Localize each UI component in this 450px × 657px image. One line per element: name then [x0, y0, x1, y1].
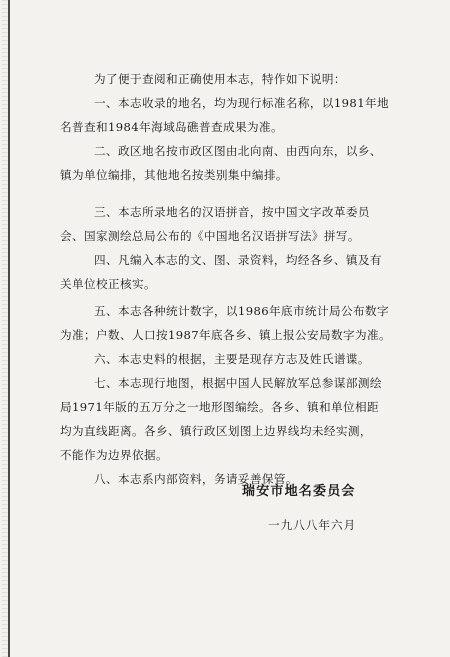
- item-1-line-1: 一、本志收录的地名，均为现行标准名称，以1981年地: [94, 96, 389, 110]
- item-8-line: 八、本志系内部资料，务请妥善保管。: [94, 472, 298, 486]
- item-5-line-2: 为准；户数、人口按1987年底各乡、镇上报公安局数字为准。: [60, 328, 391, 342]
- item-5-line-1: 五、本志各种统计数字，以1986年底市统计局公布数字: [94, 304, 389, 318]
- intro-line: 为了便于查阅和正确使用本志，特作如下说明：: [94, 72, 346, 86]
- item-3-line-1: 三、本志所录地名的汉语拼音，按中国文字改革委员: [94, 205, 370, 219]
- item-2-line-1: 二、政区地名按市政区图由北向南、由西向东，以乡、: [94, 144, 382, 158]
- signature-organization: 瑞安市地名委员会: [242, 484, 356, 499]
- item-6-line: 六、本志史料的根据，主要是现存方志及姓氏谱谍。: [94, 352, 370, 366]
- item-7-line-1: 七、本志现行地图，根据中国人民解放军总参谋部测绘: [94, 376, 382, 390]
- signature-date: 一九八八年六月: [268, 518, 357, 532]
- item-7-line-4: 不能作为边界依据。: [60, 448, 168, 462]
- item-7-line-2: 局1971年版的五万分之一地形图编绘。各乡、镇和单位相距: [60, 400, 379, 414]
- item-2-line-2: 镇为单位编排，其他地名按类别集中编排。: [60, 168, 288, 182]
- item-7-line-3: 均为直线距离。各乡、镇行政区划图上边界线均未经实测，: [60, 424, 372, 438]
- item-3-line-2: 会、国家测绘总局公布的《中国地名汉语拼写法》拼写。: [60, 229, 360, 243]
- item-4-line-1: 四、凡编入本志的文、图、录资料，均经各乡、镇及有: [94, 253, 382, 267]
- item-1-line-2: 名普查和1984年海域岛礁普查成果为准。: [60, 120, 284, 134]
- item-4-line-2: 关单位校正核实。: [60, 277, 156, 291]
